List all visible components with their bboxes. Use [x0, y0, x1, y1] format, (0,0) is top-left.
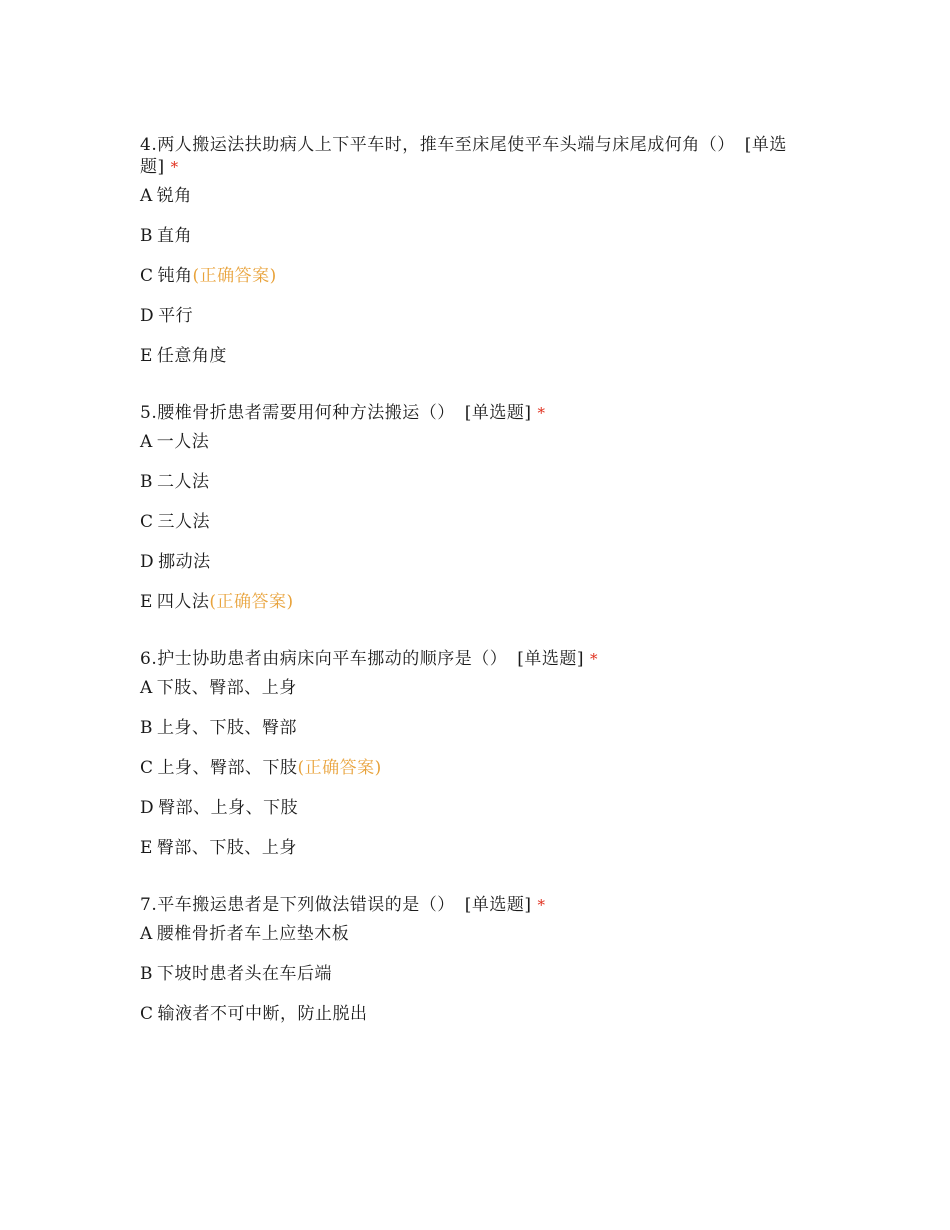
option-d: [140, 551, 820, 573]
option-key: D: [140, 552, 155, 572]
option-b: [140, 471, 820, 493]
option-b: [140, 225, 820, 247]
option-key: C: [140, 512, 154, 532]
option-e: [140, 591, 820, 613]
option-key: B: [140, 226, 153, 246]
question-5: [140, 402, 820, 613]
option-a: [140, 185, 820, 207]
question-title: [140, 648, 820, 670]
option-a: [140, 923, 820, 945]
option-key: E: [140, 592, 153, 612]
option-key: B: [140, 472, 153, 492]
question-text: 平车搬运患者是下列做法错误的是（）: [157, 895, 455, 915]
question-type: [单选题]: [464, 895, 532, 915]
question-7: [140, 894, 820, 1025]
option-text: 直角: [157, 226, 192, 246]
question-list: [140, 134, 820, 1060]
required-marker: *: [170, 158, 179, 176]
option-d: [140, 305, 820, 327]
option-text: 腰椎骨折者车上应垫木板: [156, 924, 350, 944]
question-number: 5.: [140, 403, 158, 423]
option-key: A: [140, 678, 153, 698]
option-e: [140, 345, 820, 367]
correct-answer-label: (正确答案): [192, 266, 277, 286]
option-c: [140, 511, 820, 533]
option-key: E: [140, 346, 153, 366]
question-title: [140, 894, 820, 916]
option-text: 锐角: [156, 186, 192, 206]
question-text: 护士协助患者由病床向平车挪动的顺序是（）: [157, 649, 508, 669]
question-4: [140, 134, 820, 367]
option-text: 下坡时患者头在车后端: [157, 964, 332, 984]
option-key: A: [140, 924, 153, 944]
option-text: 任意角度: [156, 346, 227, 366]
option-text: 臀部、下肢、上身: [156, 838, 297, 858]
option-text: 臀部、上身、下肢: [158, 798, 299, 818]
option-key: A: [140, 186, 153, 206]
option-key: B: [140, 718, 153, 738]
option-text: 一人法: [156, 432, 210, 452]
question-text: 两人搬运法扶助病人上下平车时，推车至床尾使平车头端与床尾成何角（）: [157, 135, 735, 155]
option-key: C: [140, 758, 154, 778]
question-text: 腰椎骨折患者需要用何种方法搬运（）: [157, 403, 455, 423]
option-key: C: [140, 1004, 154, 1024]
option-c: [140, 757, 820, 779]
option-key: E: [140, 838, 153, 858]
question-number: 6.: [140, 649, 158, 669]
option-a: [140, 431, 820, 453]
question-type: [单选题]: [517, 649, 584, 669]
question-title: [140, 134, 820, 178]
question-title: [140, 402, 820, 424]
option-text: 三人法: [157, 512, 211, 532]
question-number: 4.: [140, 135, 158, 155]
required-marker: *: [590, 650, 598, 668]
required-marker: *: [537, 896, 546, 914]
option-key: C: [140, 266, 154, 286]
option-b: [140, 963, 820, 985]
option-text: 四人法: [156, 592, 210, 612]
option-d: [140, 797, 820, 819]
option-e: [140, 837, 820, 859]
question-number: 7.: [140, 895, 158, 915]
option-a: [140, 677, 820, 699]
question-type: [单选题]: [140, 135, 787, 177]
option-c: [140, 1003, 820, 1025]
correct-answer-label: (正确答案): [209, 592, 294, 612]
question-type: [单选题]: [464, 403, 532, 423]
option-b: [140, 717, 820, 739]
option-text: 下肢、臀部、上身: [156, 678, 297, 698]
required-marker: *: [537, 404, 546, 422]
option-text: 输液者不可中断，防止脱出: [157, 1004, 368, 1024]
option-key: D: [140, 798, 155, 818]
option-text: 平行: [158, 306, 194, 326]
option-text: 上身、下肢、臀部: [157, 718, 297, 738]
option-text: 挪动法: [158, 552, 211, 572]
option-c: [140, 265, 820, 287]
option-text: 上身、臀部、下肢: [157, 758, 298, 778]
correct-answer-label: (正确答案): [297, 758, 382, 778]
option-text: 二人法: [157, 472, 210, 492]
option-text: 钝角: [157, 266, 193, 286]
option-key: D: [140, 306, 155, 326]
option-key: B: [140, 964, 153, 984]
question-6: [140, 648, 820, 859]
option-key: A: [140, 432, 153, 452]
